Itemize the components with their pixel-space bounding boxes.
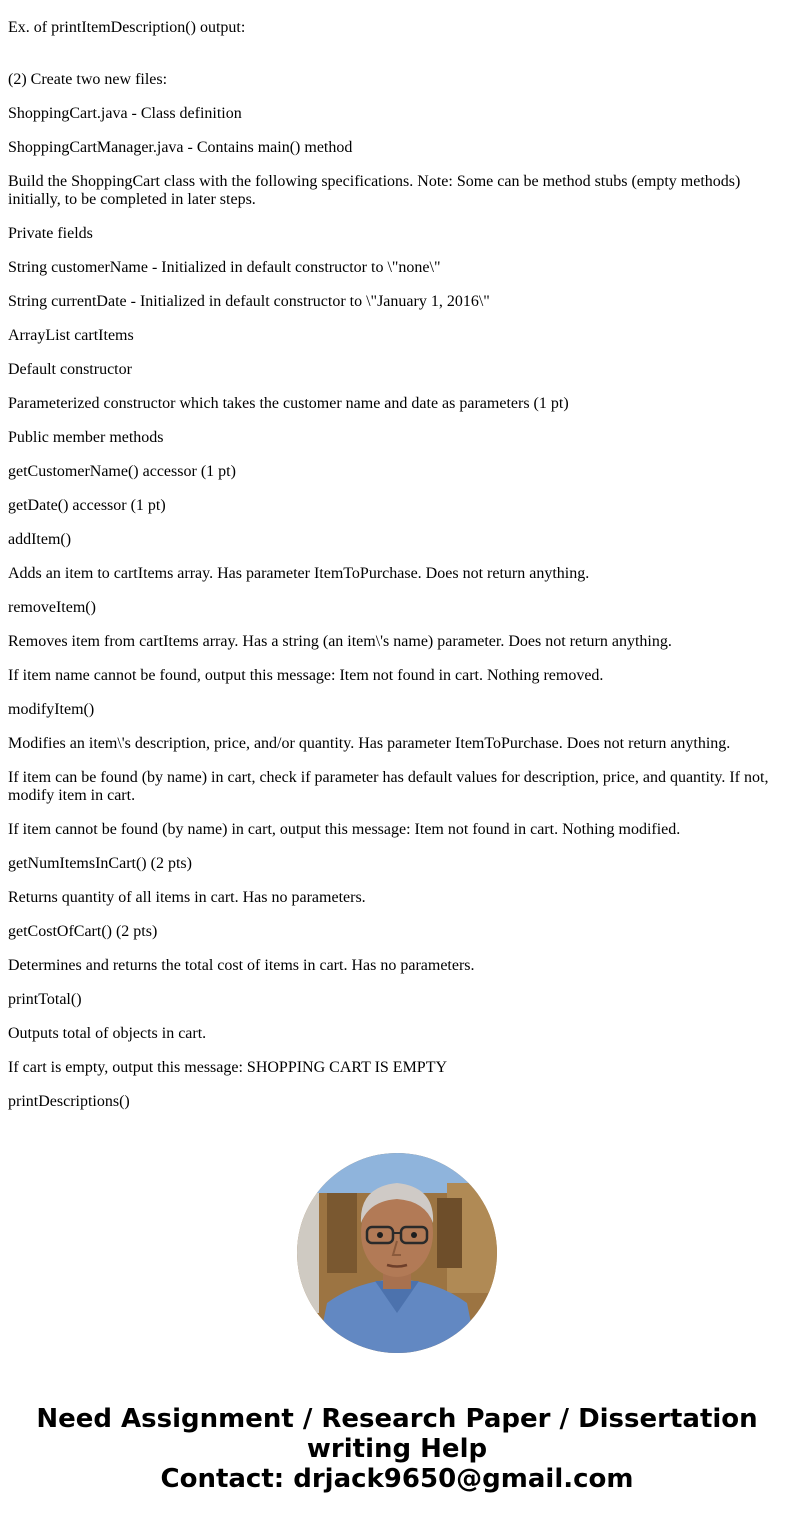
paragraph: printDescriptions() (8, 1093, 130, 1110)
paragraph: ArrayList cartItems (8, 327, 134, 344)
paragraph: Modifies an item\'s description, price, and/or quantity. Has parameter ItemToPurchase. Does not return anything. (8, 735, 731, 752)
paragraph: Determines and returns the total cost of items in cart. Has no parameters. (8, 957, 475, 974)
paragraph: Removes item from cartItems array. Has a string (an item\'s name) parameter. Does not return anything. (8, 633, 672, 650)
banner-line: Need Assignment / Research Paper / Dissertation (36, 1404, 758, 1434)
contact-banner (0, 1404, 794, 1494)
paragraph: If item can be found (by name) in cart, check if parameter has default values for description, price, and quantity. If not, modify item in cart. (8, 769, 769, 804)
paragraph: Returns quantity of all items in cart. Has no parameters. (8, 889, 366, 906)
person-photo-icon (297, 1153, 497, 1353)
paragraph: getNumItemsInCart() (2 pts) (8, 855, 192, 872)
paragraph: If cart is empty, output this message: SHOPPING CART IS EMPTY (8, 1059, 448, 1076)
paragraph: removeItem() (8, 599, 96, 616)
paragraph: Adds an item to cartItems array. Has parameter ItemToPurchase. Does not return anything. (8, 565, 590, 582)
paragraph: Ex. of printItemDescription() output: (8, 19, 246, 36)
paragraph: printTotal() (8, 991, 82, 1008)
paragraph: Private fields (8, 225, 93, 242)
banner-line: writing Help (306, 1434, 488, 1464)
paragraph: Parameterized constructor which takes the customer name and date as parameters (1 pt) (8, 395, 569, 412)
paragraph: If item name cannot be found, output this message: Item not found in cart. Nothing removed. (8, 667, 604, 684)
paragraph: getDate() accessor (1 pt) (8, 497, 166, 514)
paragraph: Outputs total of objects in cart. (8, 1025, 207, 1042)
profile-photo (297, 1153, 497, 1353)
paragraph: getCustomerName() accessor (1 pt) (8, 463, 236, 480)
paragraph: Public member methods (8, 429, 164, 446)
paragraph: getCostOfCart() (2 pts) (8, 923, 158, 940)
paragraph: modifyItem() (8, 701, 95, 718)
paragraph: (2) Create two new files: (8, 71, 168, 88)
paragraph: Build the ShoppingCart class with the following specifications. Note: Some can be method stubs (empty methods) initially, to be completed in later steps. (8, 173, 741, 208)
paragraph: ShoppingCartManager.java - Contains main() method (8, 139, 353, 156)
paragraph: String customerName - Initialized in default constructor to \"none\" (8, 259, 441, 276)
paragraph: ShoppingCart.java - Class definition (8, 105, 242, 122)
paragraph: String currentDate - Initialized in default constructor to \"January 1, 2016\" (8, 293, 490, 310)
paragraph: If item cannot be found (by name) in cart, output this message: Item not found in cart. Nothing modified. (8, 821, 681, 838)
paragraph: Default constructor (8, 361, 132, 378)
paragraph: addItem() (8, 531, 72, 548)
contact-email: Contact: drjack9650@gmail.com (160, 1464, 634, 1494)
